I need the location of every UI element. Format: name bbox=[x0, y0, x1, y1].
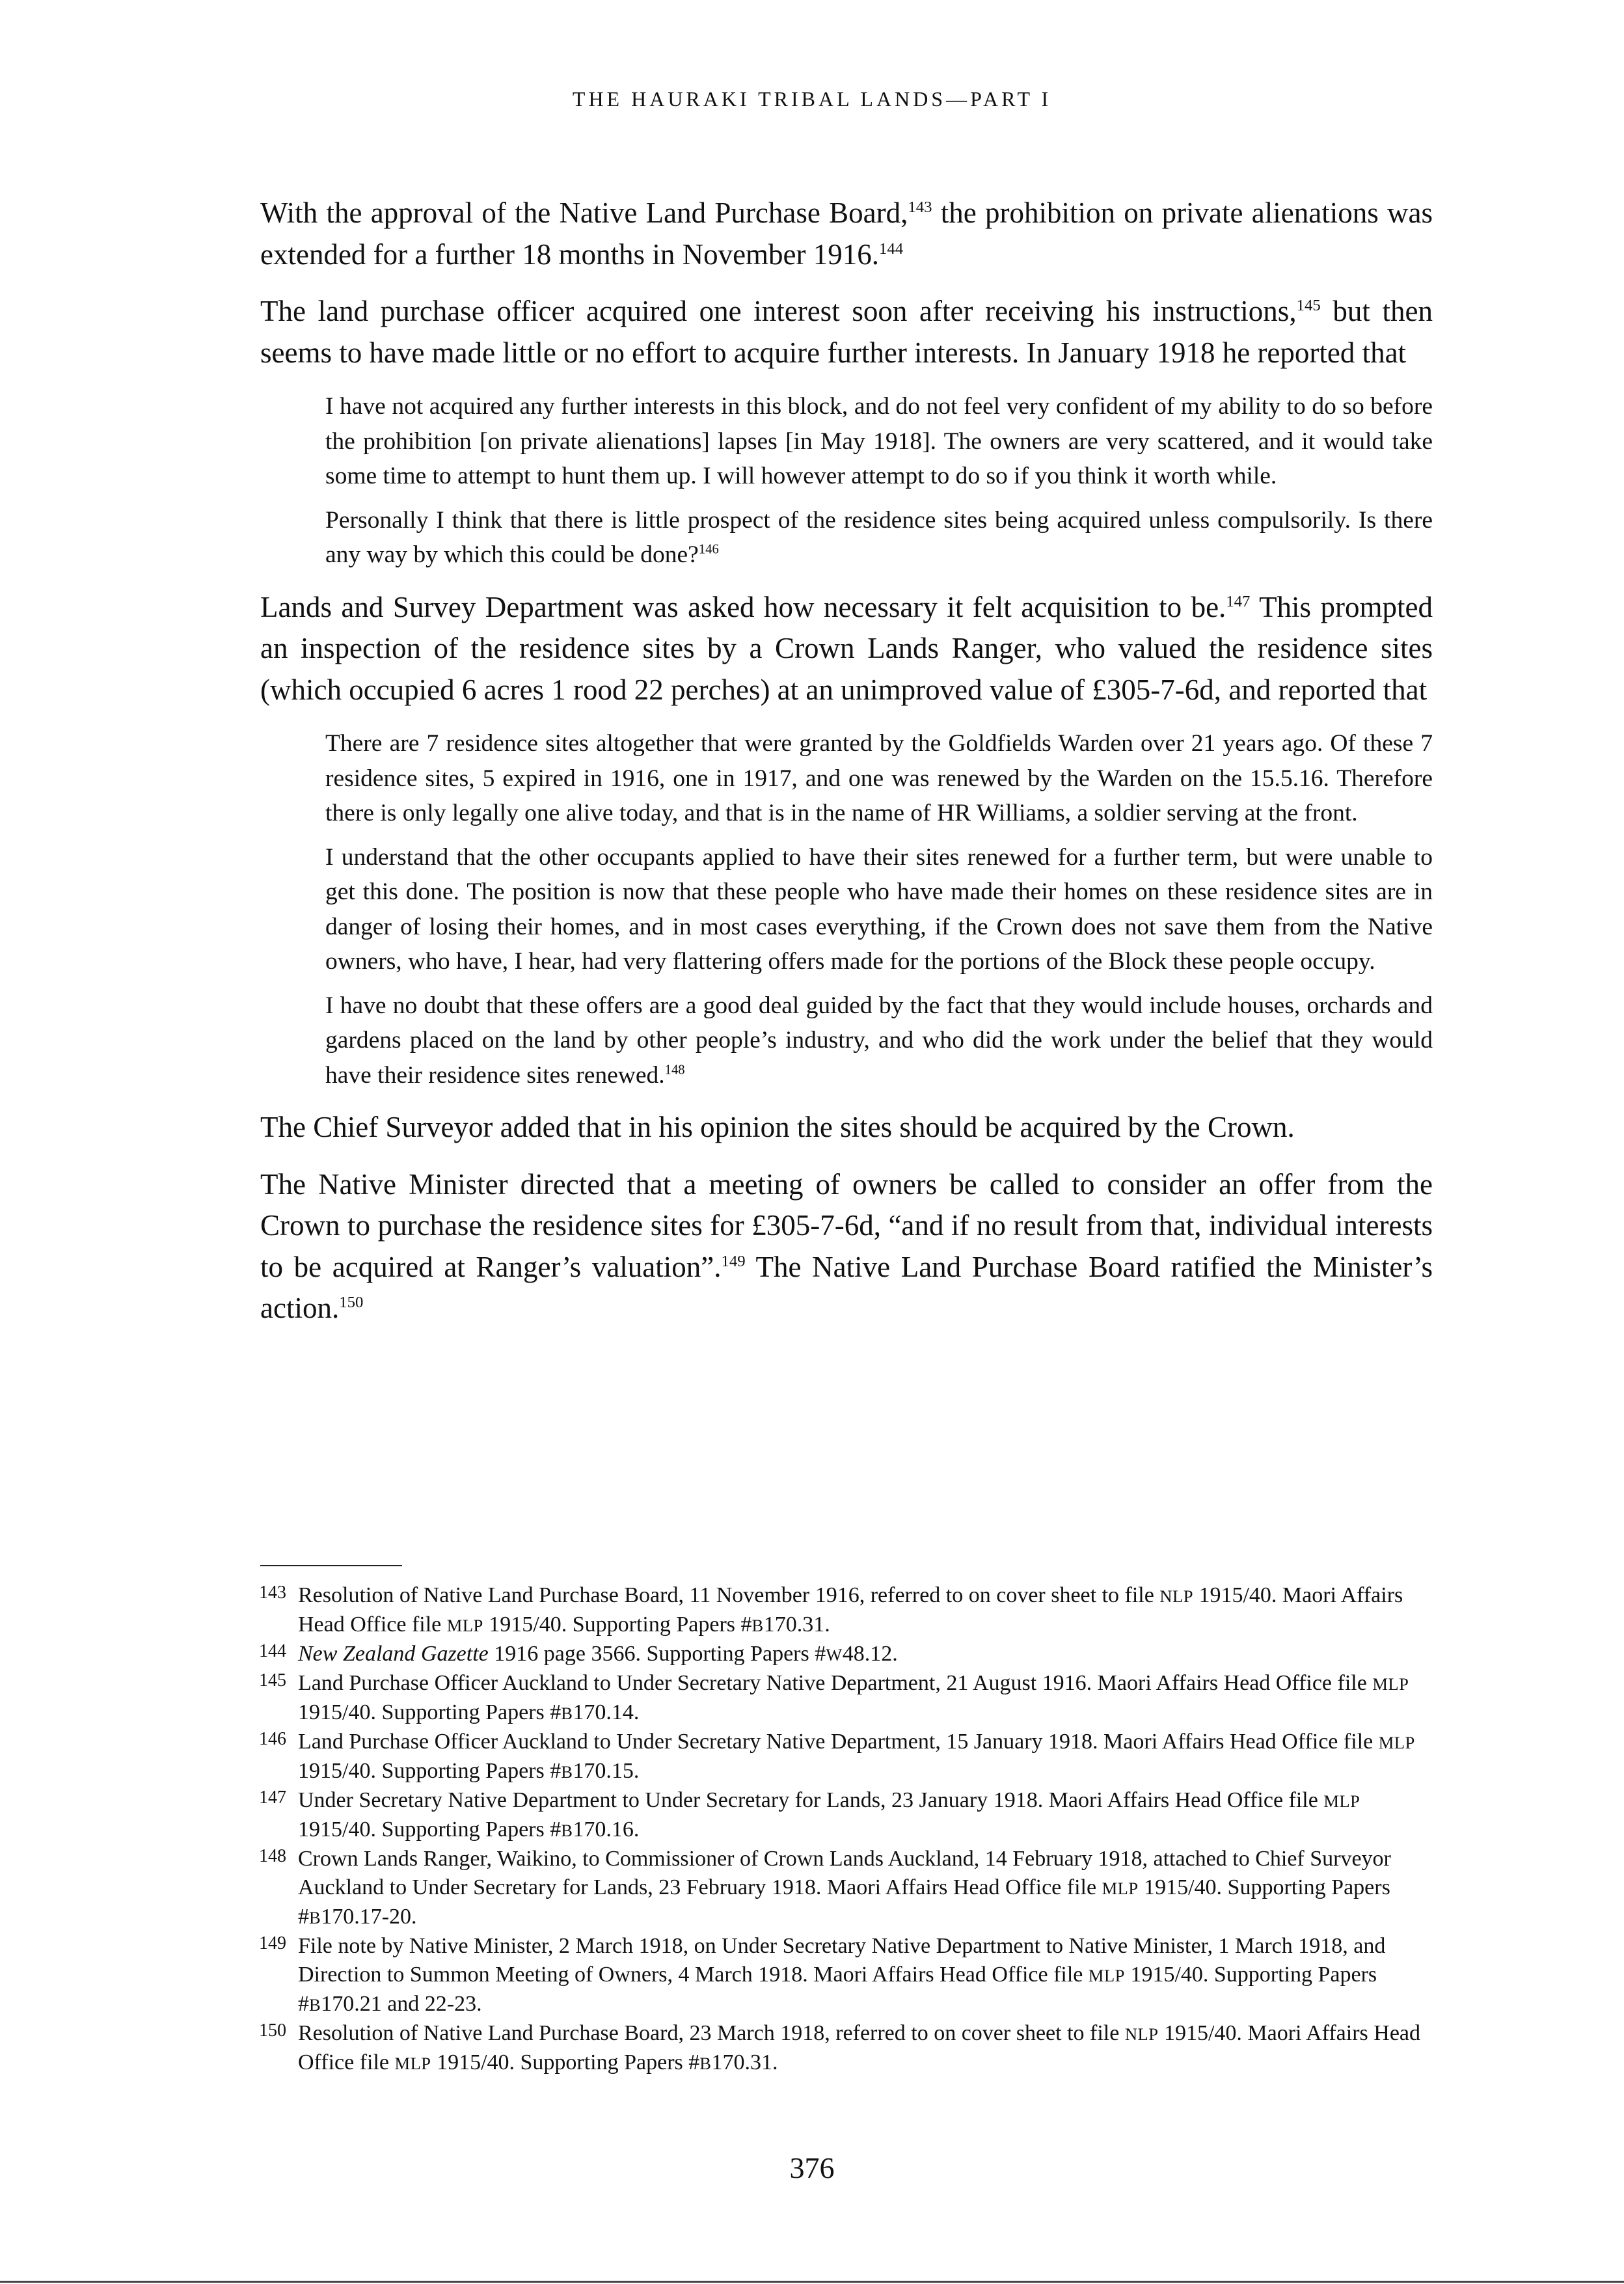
footnote-number: 148 bbox=[259, 1846, 286, 1866]
footnote: 150 Resolution of Native Land Purchase Board, 23 March 1918, referred to on cover sheet to file NLP 1915/40. Maori Affairs Head Office file MLP 1915/40. Supporting Papers #B170.31. bbox=[259, 2019, 1435, 2078]
quote-paragraph: I have not acquired any further interests in this block, and do not feel very confident of my ability to do so before the prohibition [on private alienations] lapses [in May 1918]. The owners are very scattered, and it would take some time to attempt to hunt them up. I will however attempt to do so if you think it worth while. bbox=[325, 393, 1433, 489]
paragraph: With the approval of the Native Land Purchase Board,$^{143}$ the prohibition on private alienations was extended for a further 18 months in November 1916.$^{144}$ bbox=[260, 197, 1433, 271]
footnote: 144 New Zealand Gazette 1916 page 3566. Supporting Papers #W48.12. bbox=[259, 1640, 1435, 1669]
paragraph: The land purchase officer acquired one interest soon after receiving his instructions,$^{145}$ but then seems to have made little or no effort to acquire further interests. In January 1918 he reported that bbox=[260, 295, 1433, 369]
footnote-ref: 144 bbox=[879, 239, 904, 258]
footnote-number: 149 bbox=[259, 1933, 286, 1953]
paragraph: The Chief Surveyor added that in his opinion the sites should be acquired by the Crown. bbox=[260, 1111, 1295, 1143]
footnote-ref: 147 bbox=[1226, 592, 1251, 610]
running-head: THE HAURAKI TRIBAL LANDS—PART I bbox=[572, 87, 1052, 111]
footnote: 147 Under Secretary Native Department to Under Secretary for Lands, 23 January 1918. Maori Affairs Head Office file MLP 1915/40. Supporting Papers #B170.16. bbox=[259, 1786, 1435, 1845]
footnote-number: 143 bbox=[259, 1583, 286, 1603]
block-quote bbox=[325, 389, 1433, 573]
footnote-number: 145 bbox=[259, 1670, 286, 1691]
footnote: 143 Resolution of Native Land Purchase Board, 11 November 1916, referred to on cover sheet to file NLP 1915/40. Maori Affairs Head Office file MLP 1915/40. Supporting Papers #B170.31. bbox=[259, 1581, 1435, 1640]
footnote-rule bbox=[260, 1565, 402, 1566]
footnote-number: 144 bbox=[259, 1641, 286, 1661]
footnote-ref: 149 bbox=[721, 1252, 746, 1270]
footnote-ref: 146 bbox=[698, 542, 719, 557]
paragraph: Lands and Survey Department was asked how necessary it felt acquisition to be.$^{147}$ This prompted an inspection of the residence sites by a Crown Lands Ranger, who valued the residence sites (which occupied 6 acres 1 rood 22 perches) at an unimproved value of £305-7-6d, and reported that bbox=[260, 590, 1433, 706]
block-quote bbox=[325, 726, 1433, 1093]
footnote-ref: 143 bbox=[908, 198, 932, 216]
quote-paragraph: I understand that the other occupants applied to have their sites renewed for a further term, but were unable to get this done. The position is now that these people who have made their homes on these residence sites are in danger of losing their homes, and in most cases everything, if the Crown does not save them from the Native owners, who have, I hear, had very flattering offers made for the portions of the Block these people occupy. bbox=[325, 843, 1433, 975]
footnote-number: 146 bbox=[259, 1729, 286, 1749]
footnote: 149 File note by Native Minister, 2 March 1918, on Under Secretary Native Department to Native Minister, 1 March 1918, and Direction to Summon Meeting of Owners, 4 March 1918. Maori Affairs Head Office file MLP 1915/40. Supporting Papers #B170.21 and 22-23. bbox=[259, 1932, 1435, 2019]
footnote: 148 Crown Lands Ranger, Waikino, to Commissioner of Crown Lands Auckland, 14 February 1918, attached to Chief Surveyor Auckland to Under Secretary for Lands, 23 February 1918. Maori Affairs Head Office file MLP 1915/40. Supporting Papers #B170.17-20. bbox=[259, 1845, 1435, 1932]
footnote-ref: 148 bbox=[664, 1063, 685, 1077]
footnotes bbox=[259, 1581, 1435, 2078]
footnote-ref: 150 bbox=[339, 1294, 364, 1311]
page-number: 376 bbox=[789, 2151, 835, 2184]
footnote-number: 147 bbox=[259, 1788, 286, 1808]
footnote: 145 Land Purchase Officer Auckland to Under Secretary Native Department, 21 August 1916. Maori Affairs Head Office file MLP 1915/40. Supporting Papers #B170.14. bbox=[259, 1669, 1435, 1728]
paragraph: The Native Minister directed that a meeting of owners be called to consider an offer from the Crown to purchase the residence sites for £305-7-6d, “and if no result from that, individual interests to be acquired at Ranger’s valuation”.$^{149}$ The Native Land Purchase Board ratified the Minister’s action.$^{150}$ bbox=[260, 1167, 1433, 1324]
footnote-ref: 145 bbox=[1296, 297, 1321, 314]
quote-paragraph: There are 7 residence sites altogether that were granted by the Goldfields Warden over 21 years ago. Of these 7 residence sites, 5 expired in 1916, one in 1917, and one was renewed by the Warden on the 15.5.16. Therefore there is only legally one alive today, and that is in the name of HR Williams, a soldier serving at the front. bbox=[325, 730, 1433, 826]
quote-paragraph: I have no doubt that these offers are a good deal guided by the fact that they would include houses, orchards and gardens placed on the land by other people’s industry, and who did the work under the belief that they would have their residence sites renewed.$^{148}$ bbox=[325, 992, 1433, 1089]
footnote-number: 150 bbox=[259, 2020, 286, 2041]
footnote: 146 Land Purchase Officer Auckland to Under Secretary Native Department, 15 January 1918. Maori Affairs Head Office file MLP 1915/40. Supporting Papers #B170.15. bbox=[259, 1728, 1435, 1786]
quote-paragraph: Personally I think that there is little prospect of the residence sites being acquired unless compulsorily. Is there any way by which this could be done?$^{146}$ bbox=[325, 506, 1433, 568]
scan-edge-line bbox=[0, 2281, 1624, 2283]
body-text bbox=[260, 193, 1433, 1345]
